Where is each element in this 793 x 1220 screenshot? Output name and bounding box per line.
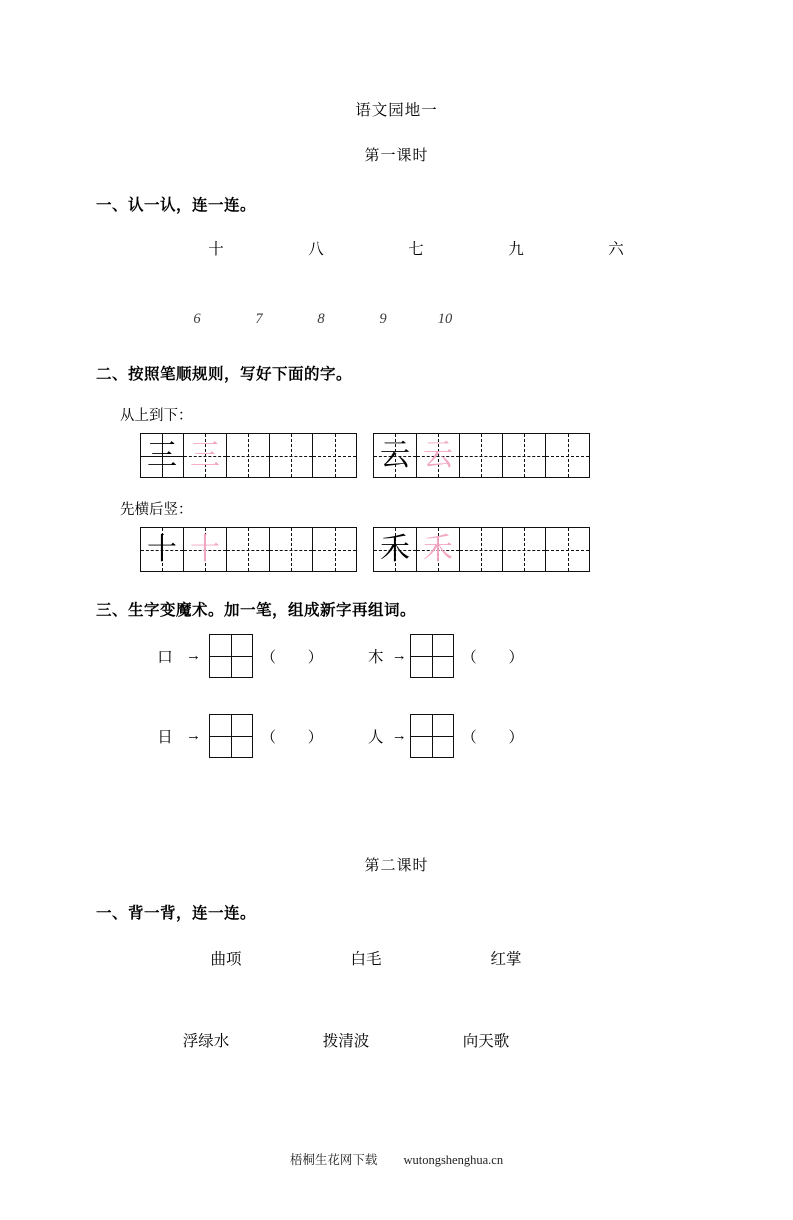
trace-character: 云 — [423, 438, 453, 472]
answer-parentheses[interactable]: （ ） — [461, 649, 538, 666]
answer-parentheses[interactable]: （ ） — [261, 729, 337, 746]
tianzi-cell[interactable] — [227, 434, 270, 477]
trace-character: 十 — [190, 532, 220, 566]
tianzi-cell[interactable] — [417, 528, 460, 571]
lesson-1-title: 第一课时 — [364, 148, 429, 164]
tianzi-cell[interactable] — [141, 434, 184, 477]
tianzi-cell[interactable] — [184, 434, 227, 477]
exercise-2-sublabel-1: 从上到下： — [120, 408, 193, 424]
tianzi-cell[interactable] — [184, 528, 227, 571]
model-character: 禾 — [380, 532, 410, 566]
tianzi-cell[interactable] — [503, 434, 546, 477]
model-character: 云 — [380, 438, 410, 472]
tianzi-cell[interactable] — [270, 528, 313, 571]
lesson2-exercise-1-heading: 一、背一背，连一连。 — [96, 905, 257, 922]
tianzi-row-2 — [140, 527, 697, 572]
magic-source-char: 木 — [368, 649, 384, 666]
word-item[interactable]: 向天歌 — [462, 1033, 510, 1050]
answer-parentheses[interactable]: （ ） — [461, 729, 538, 746]
footer-label: 梧桐生花网下载 — [289, 1153, 378, 1167]
tianzi-cell[interactable] — [313, 434, 356, 477]
footer-site: wutongshenghua.cn — [403, 1153, 504, 1167]
lesson-2-title: 第二课时 — [364, 858, 429, 874]
tianzi-row-1 — [140, 433, 697, 478]
word-item[interactable]: 白毛 — [350, 951, 382, 968]
tianzi-cell[interactable] — [546, 434, 589, 477]
arrow-icon: → — [391, 647, 407, 664]
lesson2-word-row-1 — [96, 947, 697, 969]
answer-box[interactable] — [410, 714, 454, 758]
worksheet-page — [0, 98, 793, 1220]
magic-item — [363, 634, 538, 678]
number-item[interactable]: 7 — [255, 311, 263, 327]
tianzi-cell[interactable] — [503, 528, 546, 571]
magic-item — [152, 714, 337, 758]
page-title: 语文园地一 — [355, 102, 438, 119]
magic-item — [152, 634, 337, 678]
answer-parentheses[interactable]: （ ） — [261, 649, 337, 666]
word-item[interactable]: 拨清波 — [322, 1033, 370, 1050]
arrow-icon: → — [186, 727, 201, 744]
tianzi-cell[interactable] — [460, 434, 503, 477]
tianzi-cell[interactable] — [546, 528, 589, 571]
exercise-1-heading: 一、认一认，连一连。 — [96, 197, 257, 214]
tianzi-cell[interactable] — [227, 528, 270, 571]
number-item[interactable]: 8 — [317, 311, 325, 327]
tianzi-cell[interactable] — [270, 434, 313, 477]
magic-source-char: 日 — [157, 729, 173, 746]
tianzi-cell[interactable] — [141, 528, 184, 571]
number-item[interactable]: 6 — [193, 311, 201, 327]
arrow-icon: → — [391, 727, 407, 744]
word-item[interactable]: 曲项 — [210, 951, 242, 968]
word-item[interactable]: 浮绿水 — [182, 1033, 230, 1050]
model-character: 十 — [147, 532, 177, 566]
tianzi-grid[interactable] — [373, 433, 590, 478]
exercise-2-heading: 二、按照笔顺规则，写好下面的字。 — [96, 366, 353, 383]
tianzi-cell[interactable] — [417, 434, 460, 477]
exercise-3-heading: 三、生字变魔术。加一笔，组成新字再组词。 — [96, 602, 417, 619]
char-item[interactable]: 八 — [308, 241, 324, 258]
char-item[interactable]: 七 — [408, 241, 424, 258]
magic-row-1 — [152, 634, 697, 678]
tianzi-cell[interactable] — [374, 528, 417, 571]
number-item[interactable]: 10 — [437, 311, 453, 327]
tianzi-grid[interactable] — [373, 527, 590, 572]
tianzi-grid[interactable] — [140, 433, 357, 478]
char-item[interactable]: 十 — [208, 241, 224, 258]
answer-box[interactable] — [209, 714, 253, 758]
tianzi-cell[interactable] — [313, 528, 356, 571]
arrow-icon: → — [186, 647, 201, 664]
tianzi-cell[interactable] — [460, 528, 503, 571]
page-footer — [0, 1150, 793, 1168]
tianzi-cell[interactable] — [374, 434, 417, 477]
answer-box[interactable] — [410, 634, 454, 678]
char-item[interactable]: 六 — [608, 241, 624, 258]
exercise-1-characters — [96, 237, 697, 259]
trace-character: 禾 — [423, 532, 453, 566]
exercise-1-numbers — [96, 311, 697, 328]
lesson2-word-row-2 — [96, 1029, 697, 1051]
char-item[interactable]: 九 — [508, 241, 524, 258]
trace-character: 三 — [190, 438, 220, 472]
answer-box[interactable] — [209, 634, 253, 678]
word-item[interactable]: 红掌 — [490, 951, 522, 968]
magic-source-char: 人 — [368, 729, 384, 746]
number-item[interactable]: 9 — [379, 311, 387, 327]
magic-source-char: 口 — [157, 649, 173, 666]
exercise-2-sublabel-2: 先横后竖： — [120, 502, 193, 518]
model-character: 三 — [147, 438, 177, 472]
magic-row-2 — [152, 714, 697, 758]
tianzi-grid[interactable] — [140, 527, 357, 572]
magic-item — [363, 714, 538, 758]
